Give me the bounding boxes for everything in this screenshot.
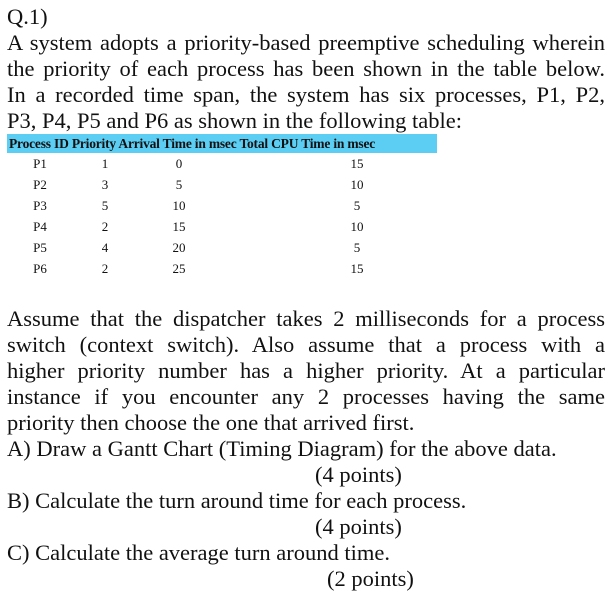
cell-priority: 2 [101,219,109,234]
header-cpu-time: Total CPU Time in msec [239,136,376,151]
table-row [7,216,437,237]
header-arrival-time: Arrival Time in msec [118,136,237,151]
cell-process-id: P3 [33,198,47,213]
table-row [7,195,437,216]
table-row [7,153,437,174]
cell-arrival-time: 5 [175,177,183,192]
assumptions-paragraph [7,306,605,436]
intro-paragraph [7,30,605,134]
question-c-points: (2 points) [327,566,414,591]
table-row [7,258,437,279]
cell-cpu-time: 5 [353,240,361,255]
cell-arrival-time: 15 [172,219,186,234]
cell-priority: 5 [101,198,109,213]
cell-priority: 2 [101,261,109,276]
question-b-points: (4 points) [315,514,402,539]
question-title: Q.1) [7,4,48,29]
cell-arrival-time: 0 [175,156,183,171]
cell-process-id: P5 [33,240,47,255]
cell-process-id: P4 [33,219,47,234]
header-priority: Priority [71,136,116,151]
table-header [7,134,437,153]
cell-cpu-time: 10 [350,177,364,192]
para-line: switch (context switch). Also assume that a process with a [7,332,605,357]
question-a-points: (4 points) [315,462,402,487]
cell-process-id: P6 [33,261,47,276]
para-line: Assume that the dispatcher takes 2 milliseconds for a process [7,306,605,331]
intro-line: the priority of each process has been shown in the table below. [7,56,605,81]
intro-line: A system adopts a priority-based preemptive scheduling wherein [7,30,605,55]
cell-cpu-time: 15 [350,261,364,276]
intro-line: In a recorded time span, the system has six processes, P1, P2, [7,82,605,107]
para-line: higher priority number has a higher priority. At a particular [7,358,605,383]
process-table [7,134,437,279]
cell-arrival-time: 10 [172,198,186,213]
header-process-id: Process ID [9,136,69,151]
table-row [7,237,437,258]
para-line: priority then choose the one that arrived first. [7,410,415,435]
cell-cpu-time: 5 [353,198,361,213]
question-c: C) Calculate the average turn around time. [7,540,390,565]
cell-arrival-time: 25 [172,261,186,276]
cell-arrival-time: 20 [172,240,186,255]
cell-cpu-time: 15 [350,156,364,171]
cell-process-id: P1 [33,156,47,171]
cell-process-id: P2 [33,177,47,192]
para-line: instance if you encounter any 2 processes having the same [7,384,605,409]
table-row [7,174,437,195]
cell-priority: 1 [101,156,109,171]
question-list [7,436,605,592]
question-a: A) Draw a Gantt Chart (Timing Diagram) for the above data. [7,436,557,461]
cell-priority: 4 [101,240,109,255]
cell-priority: 3 [101,177,109,192]
cell-cpu-time: 10 [350,219,364,234]
question-b: B) Calculate the turn around time for each process. [7,488,467,513]
intro-line: P3, P4, P5 and P6 as shown in the following table: [7,108,462,133]
